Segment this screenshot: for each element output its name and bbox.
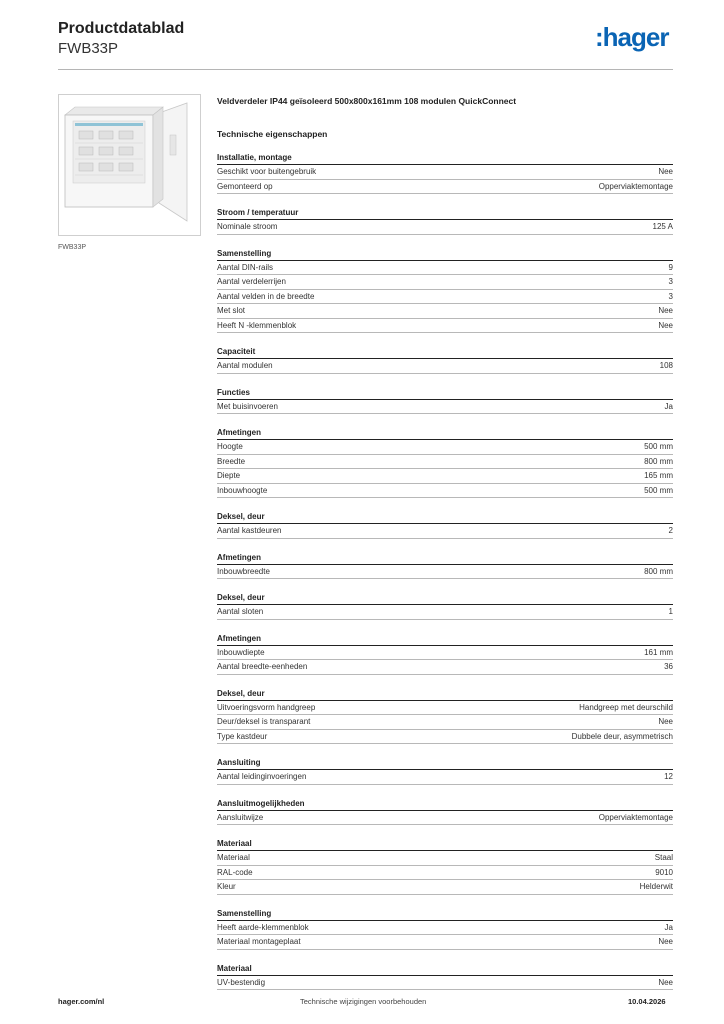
spec-row: [217, 880, 673, 895]
product-description: Veldverdeler IP44 geïsoleerd 500x800x161mm 108 modulen QuickConnect: [217, 96, 517, 106]
spec-section: [217, 688, 673, 745]
section-heading: Samenstelling: [217, 908, 673, 921]
spec-row: [217, 811, 673, 826]
product-image: [58, 94, 201, 236]
spec-label: Aantal sloten: [217, 607, 264, 617]
spec-value: Nee: [658, 977, 673, 987]
section-heading: Aansluiting: [217, 757, 673, 770]
spec-label: Kleur: [217, 882, 236, 892]
spec-label: Aantal velden in de breedte: [217, 291, 315, 301]
section-heading: Aansluitmogelijkheden: [217, 798, 673, 811]
section-heading: Installatie, montage: [217, 152, 673, 165]
spec-label: Met buisinvoeren: [217, 401, 278, 411]
spec-section: [217, 152, 673, 194]
spec-label: Inbouwhoogte: [217, 485, 268, 495]
spec-row: [217, 220, 673, 235]
spec-value: 800 mm: [644, 456, 673, 466]
spec-value: 9010: [655, 867, 673, 877]
spec-label: Heeft aarde-klemmenblok: [217, 922, 309, 932]
section-heading: Afmetingen: [217, 427, 673, 440]
enclosure-illustration: [59, 95, 200, 235]
spec-row: [217, 730, 673, 745]
footer-website: hager.com/nl: [58, 997, 105, 1006]
section-heading: Materiaal: [217, 838, 673, 851]
section-heading: Functies: [217, 387, 673, 400]
section-heading: Deksel, deur: [217, 592, 673, 605]
spec-label: Nominale stroom: [217, 222, 278, 232]
spec-value: 125 A: [652, 222, 673, 232]
document-title: Productdatablad: [58, 20, 185, 37]
spec-value: 165 mm: [644, 471, 673, 481]
spec-row: [217, 319, 673, 334]
spec-value: Ja: [664, 922, 673, 932]
spec-row: [217, 770, 673, 785]
spec-section: [217, 908, 673, 950]
spec-label: Aantal DIN-rails: [217, 262, 274, 272]
spec-row: [217, 866, 673, 881]
spec-label: Hoogte: [217, 442, 243, 452]
image-caption: FWB33P: [58, 244, 87, 251]
spec-row: [217, 455, 673, 470]
footer-disclaimer: Technische wijzigingen voorbehouden: [300, 997, 427, 1006]
spec-row: [217, 440, 673, 455]
product-code: FWB33P: [58, 40, 119, 57]
spec-row: [217, 565, 673, 580]
spec-row: [217, 261, 673, 276]
spec-value: 3: [668, 277, 673, 287]
spec-label: Geschikt voor buitengebruik: [217, 167, 317, 177]
spec-label: Aantal verdelerrijen: [217, 277, 286, 287]
section-heading: Afmetingen: [217, 633, 673, 646]
spec-row: [217, 469, 673, 484]
spec-value: 36: [664, 662, 673, 672]
spec-row: [217, 976, 673, 991]
spec-row: [217, 851, 673, 866]
section-heading: Stroom / temperatuur: [217, 207, 673, 220]
spec-value: 500 mm: [644, 442, 673, 452]
spec-section: [217, 427, 673, 498]
spec-row: [217, 646, 673, 661]
spec-label: Aantal breedte-eenheden: [217, 662, 308, 672]
spec-row: [217, 715, 673, 730]
spec-value: 500 mm: [644, 485, 673, 495]
spec-section: [217, 552, 673, 580]
spec-value: 161 mm: [644, 647, 673, 657]
spec-row: [217, 165, 673, 180]
spec-label: Breedte: [217, 456, 246, 466]
spec-value: 9: [668, 262, 673, 272]
spec-value: Nee: [658, 306, 673, 316]
spec-row: [217, 290, 673, 305]
spec-value: 2: [668, 526, 673, 536]
spec-row: [217, 605, 673, 620]
hager-logo: :hager: [595, 22, 669, 52]
section-heading: Deksel, deur: [217, 511, 673, 524]
spec-label: Aantal kastdeuren: [217, 526, 282, 536]
spec-label: Aansluitwijze: [217, 812, 264, 822]
spec-label: Diepte: [217, 471, 241, 481]
spec-row: [217, 921, 673, 936]
spec-value: Dubbele deur, asymmetrisch: [571, 731, 673, 741]
spec-value: 108: [659, 361, 673, 371]
spec-section: [217, 248, 673, 334]
spec-label: Aantal leidinginvoeringen: [217, 772, 307, 782]
spec-label: Met slot: [217, 306, 246, 316]
spec-row: [217, 484, 673, 499]
spec-value: Helderwit: [639, 882, 673, 892]
spec-label: Type kastdeur: [217, 731, 268, 741]
spec-heading: Technische eigenschappen: [217, 129, 328, 139]
spec-section: [217, 963, 673, 991]
spec-label: Aantal modulen: [217, 361, 273, 371]
spec-section: [217, 346, 673, 374]
section-heading: Samenstelling: [217, 248, 673, 261]
spec-section: [217, 633, 673, 675]
spec-row: [217, 359, 673, 374]
spec-section: [217, 838, 673, 895]
spec-value: Nee: [658, 717, 673, 727]
header-divider: [58, 69, 673, 70]
spec-value: Staal: [654, 853, 673, 863]
spec-row: [217, 524, 673, 539]
section-heading: Deksel, deur: [217, 688, 673, 701]
spec-section: [217, 592, 673, 620]
spec-section: [217, 387, 673, 415]
section-heading: Capaciteit: [217, 346, 673, 359]
spec-label: Inbouwdiepte: [217, 647, 265, 657]
spec-value: 1: [668, 607, 673, 617]
spec-value: 3: [668, 291, 673, 301]
spec-value: 800 mm: [644, 566, 673, 576]
spec-value: Nee: [658, 937, 673, 947]
spec-section: [217, 207, 673, 235]
spec-row: [217, 701, 673, 716]
spec-value: Opperviaktemontage: [598, 812, 673, 822]
section-heading: Afmetingen: [217, 552, 673, 565]
spec-label: UV-bestendig: [217, 977, 266, 987]
spec-row: [217, 400, 673, 415]
spec-label: Inbouwbreedte: [217, 566, 270, 576]
spec-section: [217, 757, 673, 785]
spec-label: Gemonteerd op: [217, 181, 273, 191]
spec-value: Ja: [664, 401, 673, 411]
footer-date: 10.04.2026: [628, 997, 666, 1006]
spec-value: Nee: [658, 167, 673, 177]
spec-value: Opperviaktemontage: [598, 181, 673, 191]
spec-column: [217, 94, 673, 990]
spec-value: Handgreep met deurschild: [579, 702, 673, 712]
spec-label: Materiaal: [217, 853, 250, 863]
spec-row: [217, 660, 673, 675]
spec-value: 12: [664, 772, 673, 782]
spec-label: Uitvoeringsvorm handgreep: [217, 702, 316, 712]
spec-label: Heeft N -klemmenblok: [217, 320, 297, 330]
spec-label: Deur/deksel is transparant: [217, 717, 311, 727]
spec-value: Nee: [658, 320, 673, 330]
section-heading: Materiaal: [217, 963, 673, 976]
spec-row: [217, 935, 673, 950]
spec-label: Materiaal montageplaat: [217, 937, 301, 947]
spec-row: [217, 275, 673, 290]
spec-section: [217, 798, 673, 826]
spec-sections: [217, 152, 673, 990]
spec-label: RAL-code: [217, 867, 253, 877]
spec-row: [217, 304, 673, 319]
spec-section: [217, 511, 673, 539]
spec-row: [217, 180, 673, 195]
